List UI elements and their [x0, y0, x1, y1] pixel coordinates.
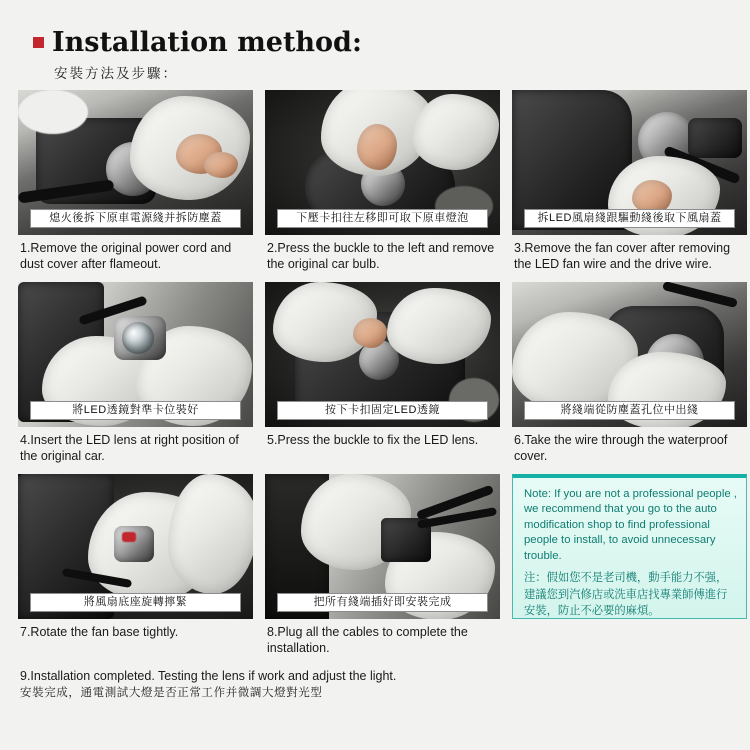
step-caption-en-7: 7.Rotate the fan base tightly. — [20, 624, 179, 639]
step-caption-cn-2: 下壓卡扣往左移即可取下原車燈泡 — [277, 209, 488, 228]
step-caption-en-2: 2.Press the buckle to the left and remove the original car bulb. — [267, 240, 495, 271]
note-box — [512, 474, 747, 619]
step-item-6 — [512, 282, 747, 472]
page-footer — [18, 668, 732, 702]
step-item-5 — [265, 282, 500, 472]
step-photo-5 — [265, 282, 500, 427]
step-photo-7 — [18, 474, 253, 619]
step-caption-en-4: 4.Insert the LED lens at right position of the original car. — [20, 432, 239, 463]
step-caption-cn-7: 將風扇底座旋轉擰緊 — [30, 593, 241, 612]
step-caption-cn-8: 把所有綫端插好即安裝完成 — [277, 593, 488, 612]
step-caption-cn-4: 將LED透鏡對準卡位裝好 — [30, 401, 241, 420]
step-caption-en-1: 1.Remove the original power cord and dust cover after flameout. — [20, 240, 232, 271]
step-item-3 — [512, 90, 747, 280]
note-text-cn: 注：假如您不是老司機，動手能力不强，建議您到汽修店或洗車店找專業師傅進行安裝，防止不必要的麻煩。 — [524, 572, 728, 618]
step-item-2 — [265, 90, 500, 280]
note-cell — [512, 474, 747, 664]
page-subtitle-cn: 安裝方法及步驟： — [54, 65, 178, 81]
step-photo-3 — [512, 90, 747, 235]
note-text-en: Note: If you are not a professional people , we recommend that you go to the auto modification shop to find professional people to install, to avoid unnecessary trouble. — [524, 487, 737, 562]
step-photo-8 — [265, 474, 500, 619]
step-caption-cn-6: 將綫端從防塵蓋孔位中出綫 — [524, 401, 735, 420]
step-photo-2 — [265, 90, 500, 235]
step-photo-1 — [18, 90, 253, 235]
step-item-8 — [265, 474, 500, 664]
step-caption-en-5: 5.Press the buckle to fix the LED lens. — [267, 432, 479, 447]
step-photo-4 — [18, 282, 253, 427]
step-caption-en-8: 8.Plug all the cables to complete the installation. — [267, 624, 468, 655]
step-caption-cn-3: 拆LED風扇綫跟驅動綫後取下風扇蓋 — [524, 209, 735, 228]
step-caption-en-3: 3.Remove the fan cover after removing the LED fan wire and the drive wire. — [514, 240, 731, 271]
step-caption-cn-5: 按下卡扣固定LED透鏡 — [277, 401, 488, 420]
step-item-7 — [18, 474, 253, 664]
step-item-4 — [18, 282, 253, 472]
page-header — [18, 28, 732, 82]
step-caption-en-6: 6.Take the wire through the waterproof cover. — [514, 432, 728, 463]
footer-line-en: 9.Installation completed. Testing the lens if work and adjust the light. — [20, 668, 397, 683]
header-bullet-icon — [33, 37, 44, 48]
footer-line-cn: 安裝完成，通電測試大燈是否正常工作并微調大燈對光型 — [20, 686, 323, 699]
step-photo-6 — [512, 282, 747, 427]
page-title: Installation method: — [52, 27, 362, 58]
step-item-1 — [18, 90, 253, 280]
step-caption-cn-1: 熄火後拆下原車電源綫并拆防塵蓋 — [30, 209, 241, 228]
steps-grid — [18, 90, 737, 664]
